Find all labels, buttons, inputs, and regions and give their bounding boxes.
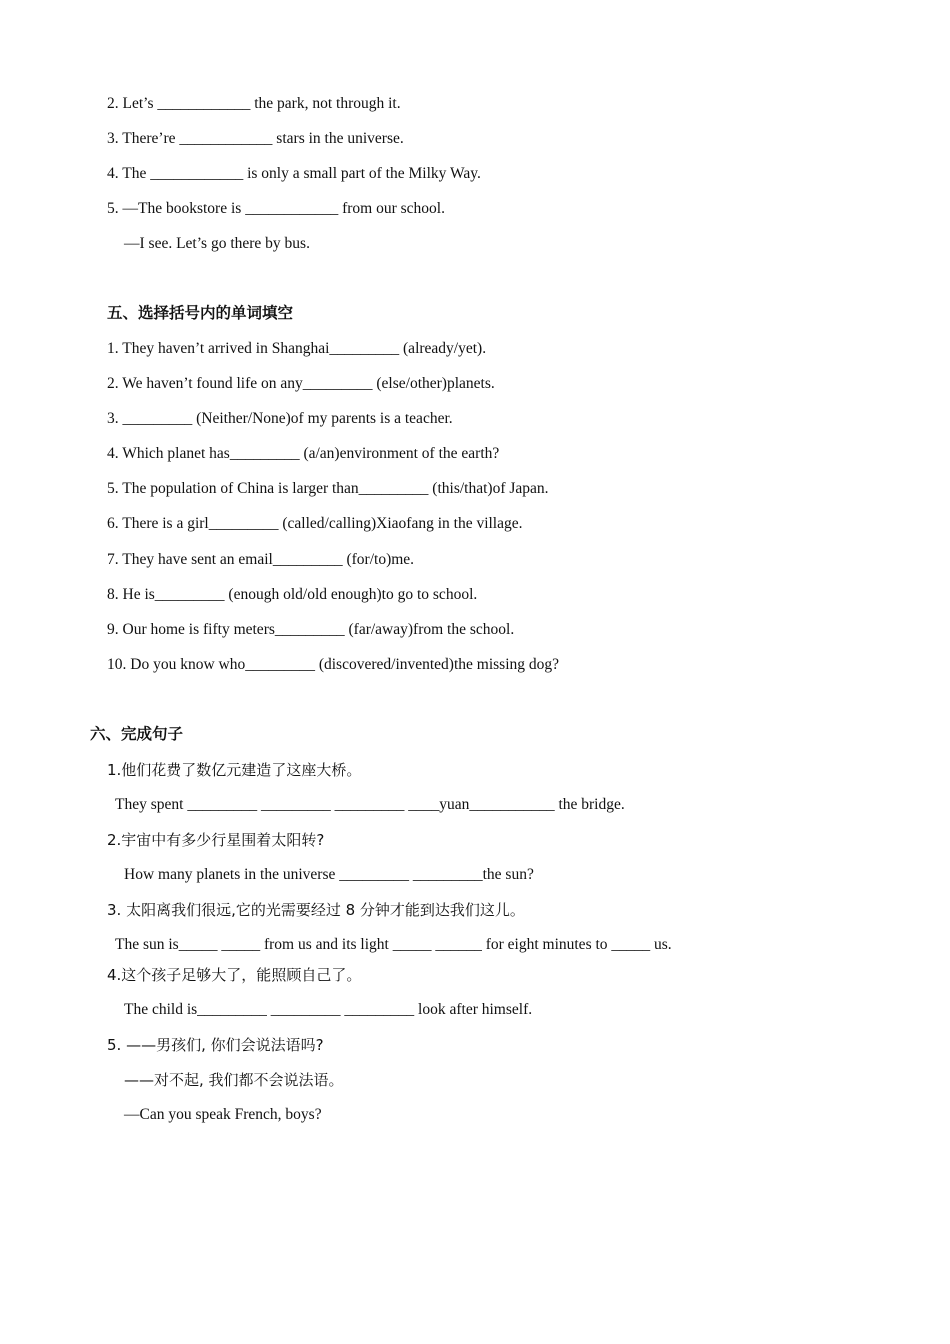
- sentence-2-chinese: 2.宇宙中有多少行星围着太阳转?: [107, 831, 325, 849]
- choice-item-8: 8. He is_________ (enough old/old enough)to go to school.: [107, 586, 478, 603]
- fill-blank-item-5-reply: —I see. Let’s go there by bus.: [124, 235, 310, 252]
- sentence-1-chinese: 1.他们花费了数亿元建造了这座大桥。: [107, 761, 362, 779]
- fill-blank-item-2: 2. Let’s ____________ the park, not through it.: [107, 95, 401, 112]
- choice-item-5: 5. The population of China is larger than_________ (this/that)of Japan.: [107, 480, 549, 497]
- sentence-4-chinese: 4.这个孩子足够大了，能照顾自己了。: [107, 966, 362, 984]
- choice-item-9: 9. Our home is fifty meters_________ (far/away)from the school.: [107, 621, 515, 638]
- section-5-heading: 五、选择括号内的单词填空: [107, 304, 294, 322]
- sentence-5-english: —Can you speak French, boys?: [124, 1106, 322, 1123]
- sentence-2-english: How many planets in the universe _________ _________the sun?: [124, 866, 534, 883]
- choice-item-1: 1. They haven’t arrived in Shanghai_________ (already/yet).: [107, 340, 487, 357]
- sentence-3-english: The sun is_____ _____ from us and its light _____ ______ for eight minutes to _____ us.: [115, 936, 672, 953]
- sentence-1-english: They spent _________ _________ _________ ____yuan___________ the bridge.: [115, 796, 625, 813]
- section-6-heading: 六、完成句子: [90, 725, 184, 743]
- choice-item-4: 4. Which planet has_________ (a/an)environment of the earth?: [107, 445, 500, 462]
- choice-item-2: 2. We haven’t found life on any_________ (else/other)planets.: [107, 375, 495, 392]
- sentence-4-english: The child is_________ _________ _________ look after himself.: [124, 1001, 533, 1018]
- choice-item-3: 3. _________ (Neither/None)of my parents is a teacher.: [107, 410, 453, 427]
- sentence-3-chinese: 3. 太阳离我们很远,它的光需要经过 8 分钟才能到达我们这儿。: [107, 901, 525, 919]
- fill-blank-item-4: 4. The ____________ is only a small part of the Milky Way.: [107, 165, 481, 182]
- choice-item-7: 7. They have sent an email_________ (for/to)me.: [107, 551, 415, 568]
- choice-item-6: 6. There is a girl_________ (called/calling)Xiaofang in the village.: [107, 515, 523, 532]
- sentence-5-chinese-question: 5. ——男孩们, 你们会说法语吗?: [107, 1036, 324, 1054]
- choice-item-10: 10. Do you know who_________ (discovered/invented)the missing dog?: [107, 656, 560, 673]
- fill-blank-item-5: 5. —The bookstore is ____________ from our school.: [107, 200, 445, 217]
- sentence-5-chinese-answer: ——对不起, 我们都不会说法语。: [124, 1071, 344, 1089]
- fill-blank-item-3: 3. There’re ____________ stars in the universe.: [107, 130, 404, 147]
